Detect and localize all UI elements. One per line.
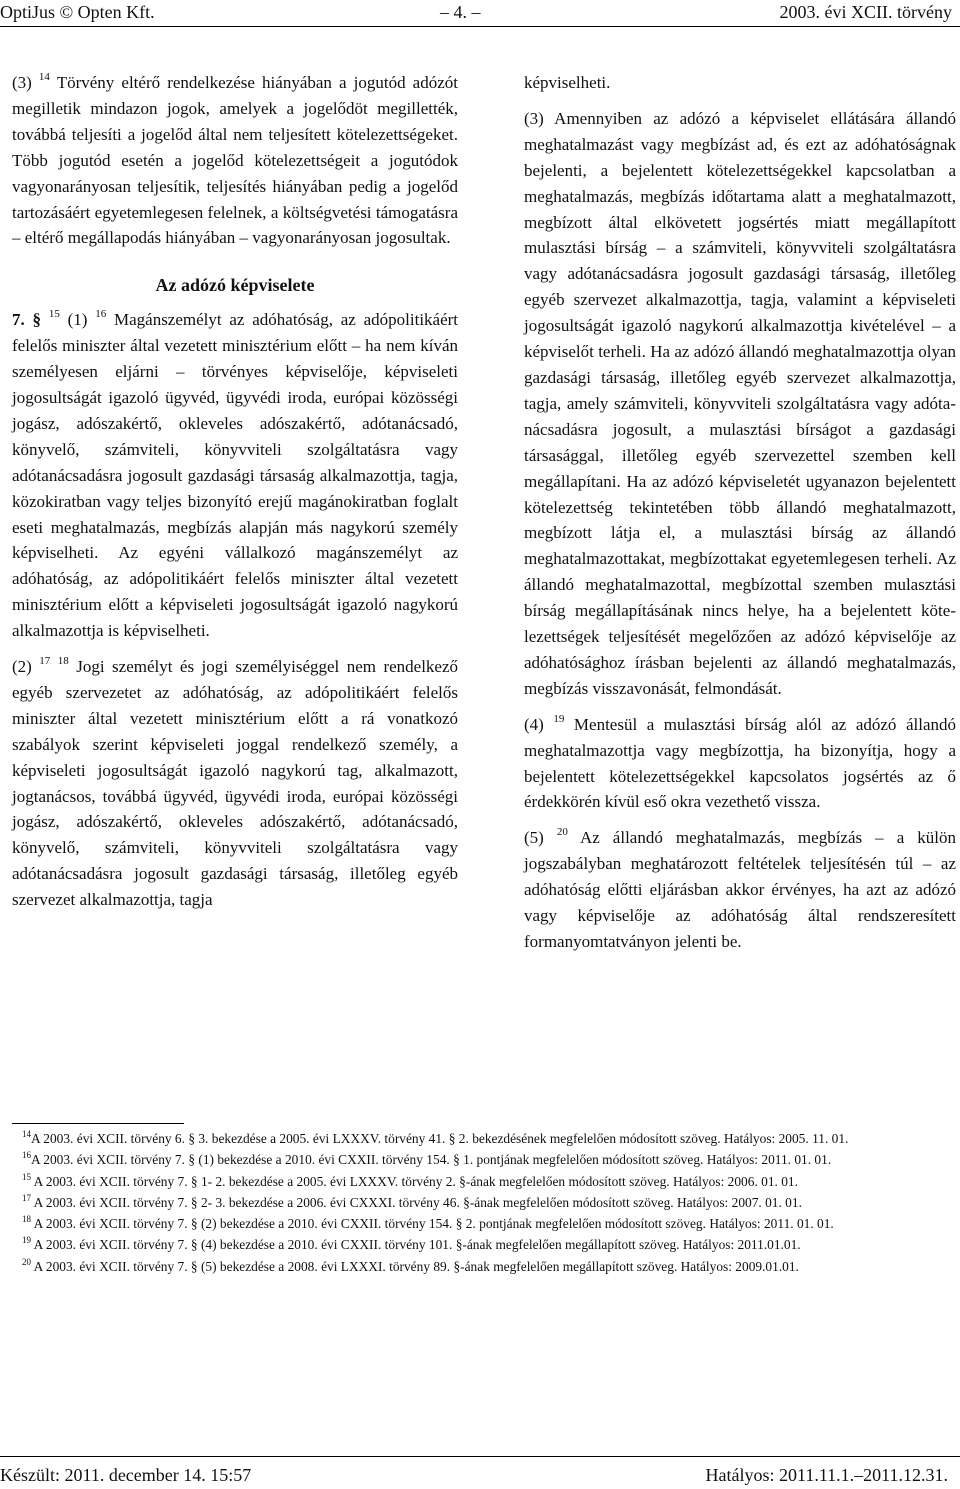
- footnotes: [0, 1128, 958, 1277]
- footnote-number: 19: [22, 1235, 31, 1246]
- section-7-paragraph-1: [12, 307, 458, 644]
- paragraph-text: Mentesül a mulasztási bírság alól az adózó állandó meghatalmazottja vagy megbízottja, ha bizonyítja, hogy a bejelentett kötelezettségekkel kapcsolatos jogsértés az ő érdekkörén kívül eső okra vezethető vissza.: [524, 714, 957, 812]
- paragraph-text: Az állandó meghatalmazás, megbízás – a külön jogszabályban meghatározott feltételek teljesítésén túl – az adóhatóság előtti eljárásban akkor érvényes, ha azt az adózó vagy képviselője az adóhatóság által rendszeresített formanyomtatványon jelenti be.: [524, 828, 956, 951]
- paragraph-2: [12, 654, 458, 913]
- footnote-number: 18: [22, 1214, 31, 1225]
- continuation-text: képviselheti.: [524, 73, 611, 92]
- footnote-text: A 2003. évi XCII. törvény 7. § (5) bekezdése a 2008. évi LXXXI. törvény 89. §-ának megfelelően megállapított szöveg. Hatályos: 2009.01.01.: [33, 1258, 799, 1274]
- footnote-ref[interactable]: 17: [39, 655, 51, 668]
- paragraph-text: Magánszemélyt az adóhatóság, az adópolitikáért felelős miniszter által vezetett minisztérium előtt – ha nem kíván személyesen eljárni – törvényes képviselője, képviseleti jogosultságát igazoló ügyvéd, ügyvédi iroda, európai közösségi jogász, adószakértő, okleveles adószakértő, adótanácsadó, könyvelő, számviteli, könyvviteli szolgáltatásra vagy adótanácsadásra jogosult gazdasági társaság alkalmazottja, tagja, közokiratban vagy teljes bizonyító erejű magánokiratban foglalt eseti meghatalmazás, megbízás alapján más nagykorú személy képviselheti. Az egyéni vállalkozó magánszemélyt az adóhatóság, az adópolitikáért felelős miniszter által vezetett minisztérium előtt a képviseleti jogosultságát igazoló nagykorú alkalmazottja is képviselheti.: [12, 310, 459, 641]
- footnote-ref[interactable]: 18: [57, 655, 69, 668]
- paragraph-number: (3): [524, 108, 544, 128]
- header-document-title: 2003. évi XCII. törvény: [779, 2, 952, 22]
- footnote-text: A 2003. évi XCII. törvény 7. § (2) bekezdése a 2010. évi CXXII. törvény 154. § 2. pontjának megfelelően módosított szöveg. Hatályos: 2011. 01. 01.: [33, 1216, 834, 1232]
- section-title: Az adózó képviselete: [155, 275, 315, 296]
- paragraph-number: (2): [12, 657, 32, 677]
- footnote: [0, 1234, 958, 1255]
- footnote-number: 15: [22, 1171, 31, 1182]
- footnote-text: A 2003. évi XCII. törvény 7. § (1) bekezdése a 2010. évi CXXII. törvény 154. § 1. pontjának megfelelően módosított szöveg. Hatályos: 2011. 01. 01.: [31, 1152, 832, 1168]
- footer-created: Készült: 2011. december 14. 15:57: [0, 1465, 252, 1485]
- footnote: [0, 1213, 958, 1234]
- footnote: [0, 1192, 958, 1213]
- left-column: [12, 70, 458, 913]
- footnote-number: 17: [22, 1192, 31, 1203]
- paragraph-number: (4): [524, 714, 544, 734]
- footnote-ref[interactable]: 15: [48, 308, 60, 321]
- footnote-number: 16: [22, 1150, 31, 1161]
- section-number: 7. §: [12, 310, 42, 330]
- footer-validity: Hatályos: 2011.11.1.–2011.12.31.: [705, 1465, 948, 1485]
- footnote-ref[interactable]: 16: [95, 308, 107, 321]
- footnote: [0, 1149, 958, 1170]
- footnote: [0, 1256, 958, 1277]
- paragraph-number: (5): [524, 828, 544, 848]
- footnote-ref[interactable]: 20: [556, 826, 568, 839]
- footnote-text: A 2003. évi XCII. törvény 7. § 2- 3. bekezdése a 2006. évi CXXXI. törvény 46. §-ának megfelelően módosított szöveg. Hatályos: 2007. 01. 01.: [33, 1194, 802, 1210]
- paragraph-number: (1): [67, 310, 88, 330]
- paragraph-3: [12, 70, 458, 251]
- footnote-ref[interactable]: 19: [553, 712, 565, 725]
- paragraph-number: (3): [12, 73, 32, 92]
- footnote-divider: [12, 1123, 184, 1124]
- paragraph-text: Amennyiben az adózó a képviselet ellátására állandó meghatalmazást vagy megbízást ad, és ezt az adóhatóságnak bejelenti, a bejelentett kötelezettségekkel kapcsolatban a meghatalmazás, megbízás időtartama alatt a meghatalmazott, megbízott által elkövetett jogsértés miatt megállapított mulasztási bírság – a számviteli, könyvviteli szolgáltatásra vagy adótanácsadásra jogosult gazdasági társaság, illetőleg egyéb szervezet alkalmazottja, tagja, valamint a képviseleti jogosultságát igazoló nagykorú alkalmazottja kivételével – a képviselőt terheli. Ha az adózó állandó meghatalmazottja olyan gazdasági társaság, illetőleg egyéb szervezet alkalmazottja, tagja, amely számviteli, könyvviteli szolgáltatásra vagy adótanácsadásra jogosult, a mulasztási bírságot a gazdasági társasággal, illetőleg egyéb szervezettel szemben kell megállapítani. Ha az adózó képviseletét ugyanazon bejelentett kötelezettség tekintetében több állandó meghatalmazott, megbízott látja el, a mulasztási bírság az állandó meghatalmazottakat, megbízottakat egyetemlegesen terheli. Az állandó meghatalmazottal, megbízottal szemben mulasztási bírság megállapításának nincs helye, ha a bejelentett kötelezettségek teljesítését megelőzően az adózó képviselője az adóhatósághoz írásban bejelenti az állandó meghatalmazás, megbízás visszavonását, felmondását.: [524, 108, 956, 698]
- header-page-number: – 4. –: [440, 2, 481, 22]
- paragraph-5: [524, 825, 956, 955]
- footnote: [0, 1171, 958, 1192]
- page-header: [0, 0, 960, 27]
- paragraph-4: [524, 712, 956, 816]
- footnote-number: 20: [22, 1256, 31, 1267]
- footnote-ref[interactable]: 14: [38, 71, 50, 83]
- footnote-text: A 2003. évi XCII. törvény 6. § 3. bekezdése a 2005. évi LXXXV. törvény 41. § 2. bekezdésének megfelelően módosított szöveg. Hatályos: 2005. 11. 01.: [31, 1131, 849, 1146]
- footnote-number: 14: [22, 1129, 31, 1139]
- right-column: [524, 70, 956, 955]
- paragraph-3: [524, 106, 956, 702]
- footnote-text: A 2003. évi XCII. törvény 7. § (4) bekezdése a 2010. évi CXXII. törvény 101. §-ának megfelelően megállapított szöveg. Hatályos: 2011.01.01.: [33, 1237, 801, 1253]
- paragraph-text: Törvény eltérő rendelkezése hiányában a jogutód adózót megilletik mindazon jogok, amelyek a jogelődöt megillették, továbbá teljesíti a jogelőd által nem teljesített kötelezettségeket. Több jogutód esetén a jogelőd kötelezettségeit a jogutódok vagyonarányosan teljesítik, teljesítés hiányában pedig a jogelőd tartozásáért egyetemlegesen felelnek, a költségvetési támogatásra – eltérő megállapodás hiányában – vagyonarányosan jogosultak.: [12, 73, 458, 248]
- paragraph-text: Jogi személyt és jogi személyiséggel nem rendelkező egyéb szervezetet az adóhatóság, az adópolitikáért felelős miniszter által vezetett minisztérium előtt a rá vonatkozó szabályok szerint képviseleti joggal rendelkező személy, a képviseleti jogosultságát igazoló nagykorú tag, alkalmazott, jogtanácsos, továbbá ügyvéd, ügyvédi iroda, európai közösségi jogász, adószakértő, okleveles adószakértő, adótanácsadó, könyvelő, számviteli, könyvviteli szolgáltatásra vagy adótanácsadásra jogosult gazdasági társaság, illetőleg egyéb szervezet alkalmazottja, tagja: [12, 657, 459, 910]
- header-publisher: OptiJus © Opten Kft.: [0, 2, 155, 22]
- footnote-text: A 2003. évi XCII. törvény 7. § 1- 2. bekezdése a 2005. évi LXXXV. törvény 2. §-ának megfelelően módosított szöveg. Hatályos: 2006. 01. 01.: [33, 1173, 798, 1189]
- page-footer: [0, 1456, 960, 1485]
- footnote: [0, 1128, 958, 1149]
